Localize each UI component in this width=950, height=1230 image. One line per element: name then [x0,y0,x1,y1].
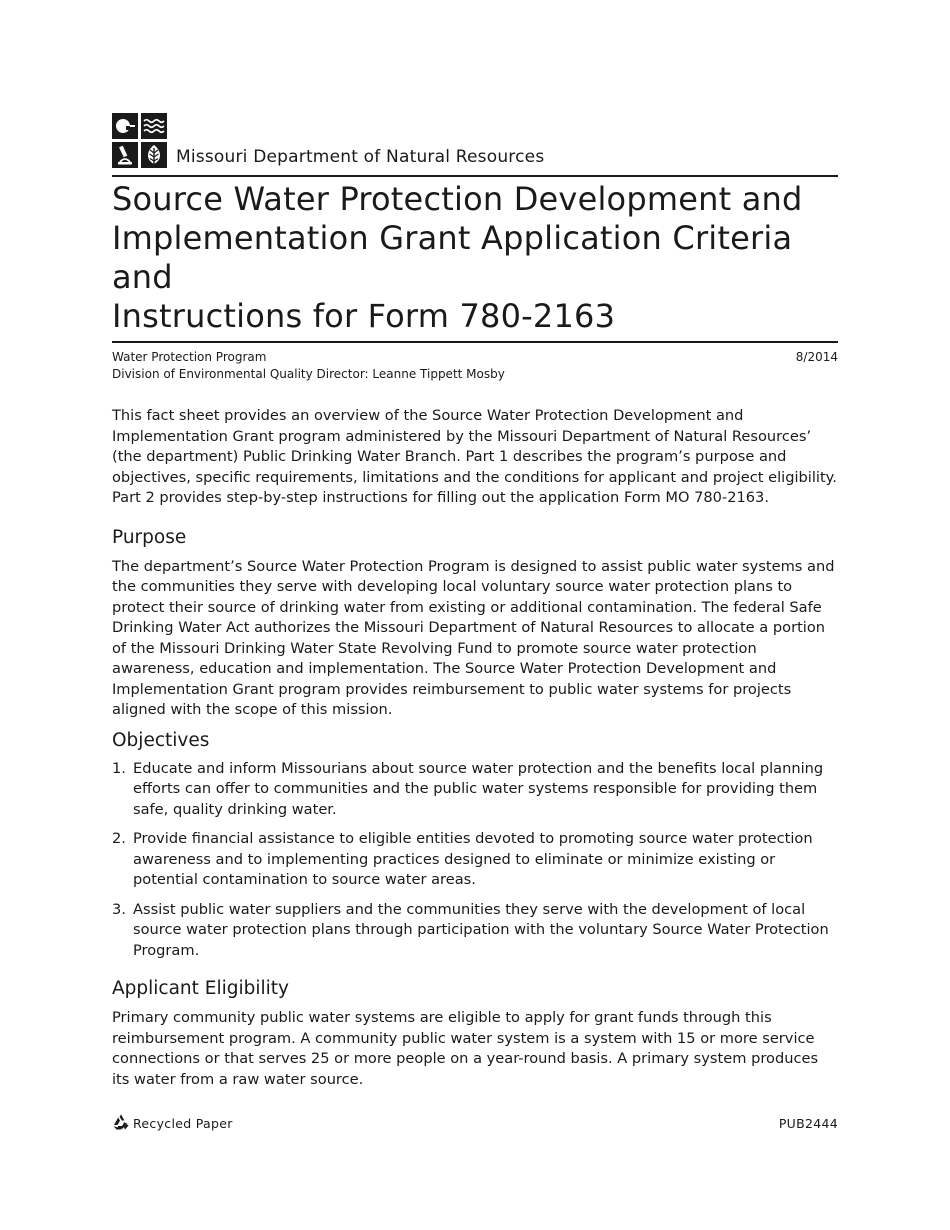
publication-date: 8/2014 [795,350,838,364]
list-text: Assist public water suppliers and the communities they serve with the development of local source water protection plans through participation with the voluntary Source Water Protection Program. [133,900,829,959]
intro-paragraph: This fact sheet provides an overview of the Source Water Protection Development and Implementation Grant program administered by the Missouri Department of Natural Resources’ (the department) Public Drinking Water Branch. Part 1 describes the program’s purpose and objectives, specific requirements, limitations and the conditions for applicant and project eligibility. Part 2 provides step-by-step instructions for filling out the application Form MO 780-2163. [112,407,837,506]
list-text: Educate and inform Missourians about source water protection and the benefits local planning efforts can offer to communities and the public water systems responsible for providing them safe, quality drinking water. [133,759,824,818]
list-item [112,900,838,962]
title-line: Source Water Protection Development and [112,180,803,218]
objectives-list [112,759,838,962]
document-meta [112,349,838,383]
purpose-paragraph: The department’s Source Water Protection Program is designed to assist public water systems and the communities they serve with developing local voluntary source water protection plans to protect their source of drinking water from existing or additional contamination. The federal Safe Drinking Water Act authorizes the Missouri Department of Natural Resources to allocate a portion of the Missouri Drinking Water State Revolving Fund to promote source water protection awareness, education and implementation. The Source Water Protection Development and Implementation Grant program provides reimbursement to public water systems for projects aligned with the scope of this mission. [112,557,835,718]
list-item [112,829,838,891]
recycled-paper-label: Recycled Paper [133,1116,233,1131]
purpose-heading: Purpose [112,526,187,548]
masthead [112,112,838,168]
objectives-heading: Objectives [112,729,210,751]
list-item [112,759,838,821]
list-text: Provide financial assistance to eligible entities devoted to promoting source water protection awareness and to implementing practices designed to eliminate or minimize existing or potential contamination to source water areas. [133,830,813,888]
eligibility-paragraph: Primary community public water systems are eligible to apply for grant funds through this reimbursement program. A community public water system is a system with 15 or more service connections or that serves 25 or more people on a year-round basis. A primary system produces its water from a raw water source. [112,1009,819,1088]
program-name: Water Protection Program [112,350,267,364]
document-title [112,180,838,336]
dnr-logo [112,113,167,168]
list-number: 3. [112,900,126,918]
sun-icon [112,113,138,139]
eligibility-heading: Applicant Eligibility [112,978,290,999]
recycle-icon [112,1113,133,1134]
list-number: 1. [112,759,126,777]
division-director: Division of Environmental Quality Director: Leanne Tippett Mosby [112,367,505,381]
document-page [112,112,838,1090]
title-top-rule [112,175,838,177]
page-footer [112,1113,838,1134]
microscope-icon [112,142,138,168]
list-number: 2. [112,830,126,847]
publication-number: PUB2444 [778,1116,838,1131]
title-line: Instructions for Form 780-2163 [112,297,616,335]
title-line: Implementation Grant Application Criteria and [112,219,793,296]
agency-name: Missouri Department of Natural Resources [176,147,545,167]
leaf-icon [141,142,167,168]
water-waves-icon [141,113,167,139]
title-bottom-rule [112,341,838,343]
